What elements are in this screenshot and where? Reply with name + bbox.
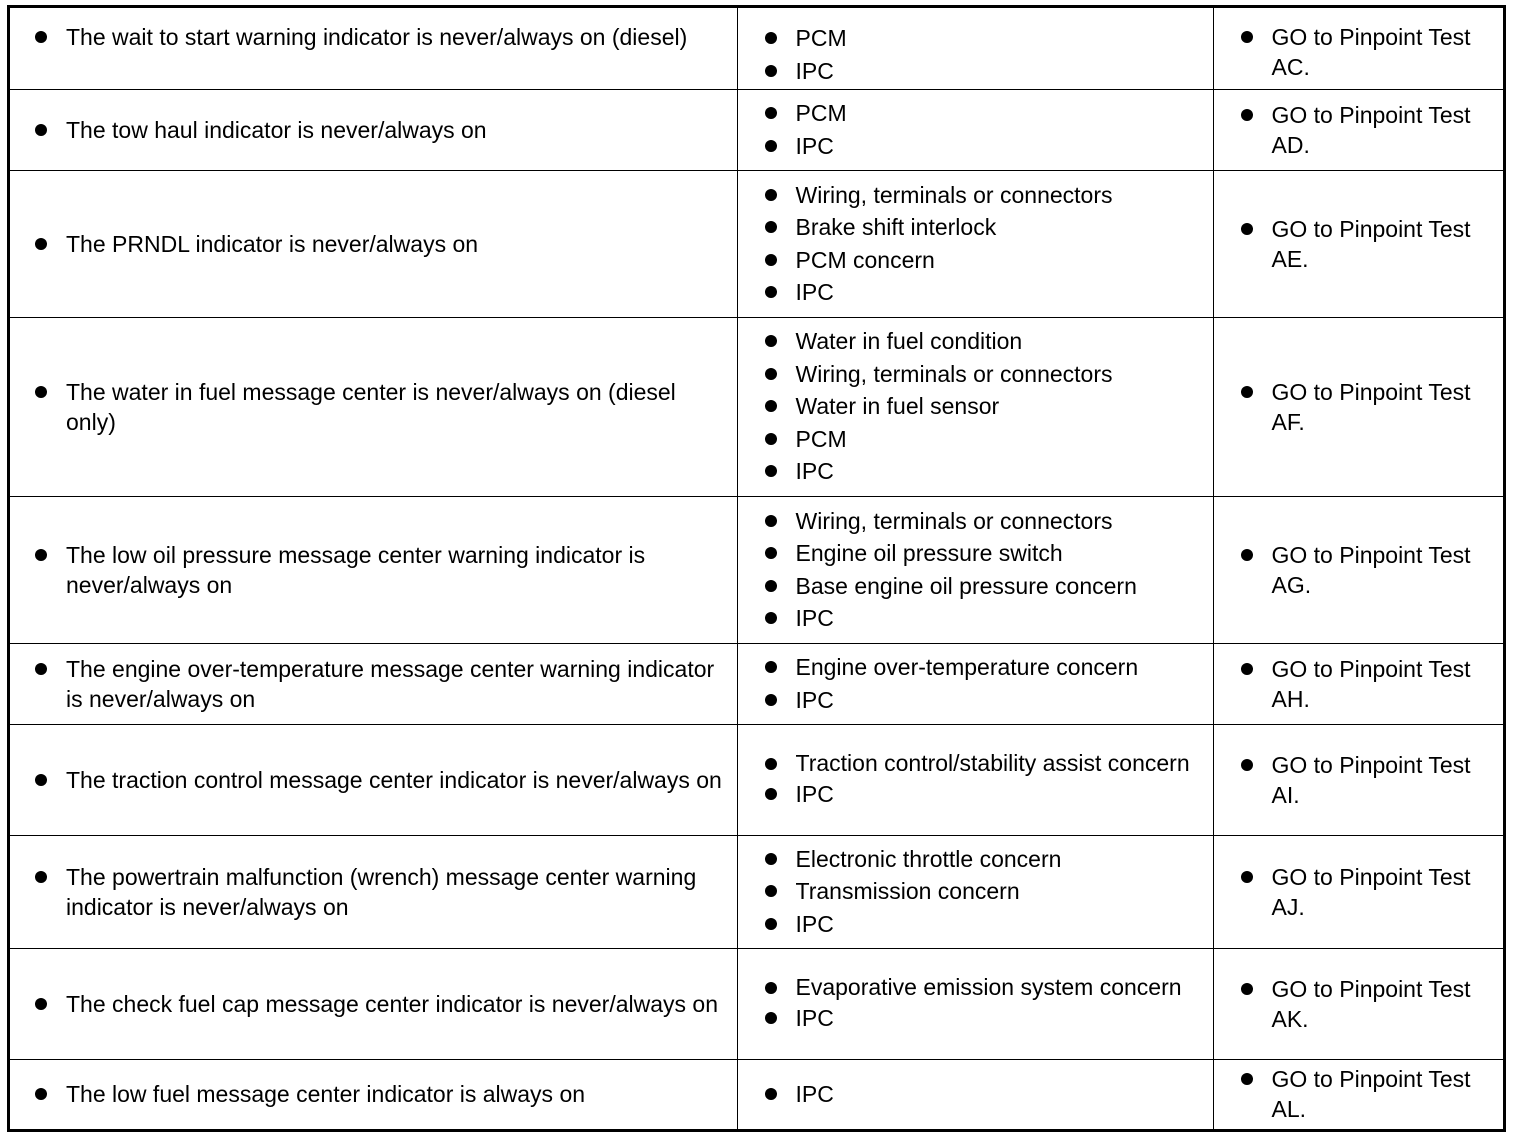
- condition-text: The tow haul indicator is never/always on: [66, 116, 487, 143]
- bullet-icon: [35, 386, 47, 398]
- possible-sources-cell: [737, 317, 1213, 496]
- bullet-icon: [765, 189, 777, 201]
- action-cell: [1213, 835, 1503, 948]
- table-row: [10, 496, 1503, 643]
- source-item: PCM: [795, 425, 847, 452]
- condition-cell: [10, 1059, 737, 1129]
- bullet-icon: [765, 433, 777, 445]
- symptom-table: [10, 8, 1503, 1129]
- bullet-icon: [35, 871, 47, 883]
- symptom-chart: [7, 5, 1506, 1132]
- action-cell: [1213, 170, 1503, 317]
- possible-sources-cell: [737, 1059, 1213, 1129]
- bullet-icon: [765, 368, 777, 380]
- condition-text: The powertrain malfunction (wrench) message center warning indicator is never/always on: [66, 863, 697, 920]
- action-link[interactable]: GO to Pinpoint Test AK.: [1271, 975, 1471, 1032]
- source-item: IPC: [795, 458, 834, 485]
- bullet-icon: [765, 254, 777, 266]
- action-link[interactable]: GO to Pinpoint Test AE.: [1271, 215, 1471, 272]
- source-item: Electronic throttle concern: [795, 845, 1062, 872]
- action-link[interactable]: GO to Pinpoint Test AG.: [1271, 541, 1471, 598]
- bullet-icon: [1241, 663, 1253, 675]
- action-cell: [1213, 948, 1503, 1059]
- bullet-icon: [765, 885, 777, 897]
- condition-text: The check fuel cap message center indicator is never/always on: [66, 990, 718, 1017]
- source-item: IPC: [795, 57, 834, 84]
- possible-sources-cell: [737, 8, 1213, 89]
- bullet-icon: [765, 612, 777, 624]
- bullet-icon: [35, 31, 47, 43]
- source-item: Wiring, terminals or connectors: [795, 360, 1113, 387]
- table-row: [10, 89, 1503, 170]
- condition-text: The water in fuel message center is never/always on (diesel only): [66, 378, 676, 435]
- source-item: PCM concern: [795, 246, 935, 273]
- possible-sources-cell: [737, 496, 1213, 643]
- bullet-icon: [1241, 1073, 1253, 1085]
- condition-cell: [10, 170, 737, 317]
- condition-cell: [10, 496, 737, 643]
- bullet-icon: [765, 694, 777, 706]
- condition-cell: [10, 89, 737, 170]
- bullet-icon: [765, 661, 777, 673]
- source-item: Water in fuel sensor: [795, 393, 1000, 420]
- source-item: Wiring, terminals or connectors: [795, 181, 1113, 208]
- action-cell: [1213, 8, 1503, 89]
- bullet-icon: [765, 286, 777, 298]
- action-link[interactable]: GO to Pinpoint Test AD.: [1271, 101, 1471, 158]
- source-item: IPC: [795, 1081, 834, 1107]
- source-item: IPC: [795, 1005, 834, 1032]
- possible-sources-cell: [737, 835, 1213, 948]
- source-item: IPC: [795, 132, 834, 159]
- condition-text: The low fuel message center indicator is always on: [66, 1081, 586, 1108]
- action-cell: [1213, 89, 1503, 170]
- action-cell: [1213, 496, 1503, 643]
- bullet-icon: [765, 107, 777, 119]
- table-row: [10, 948, 1503, 1059]
- bullet-icon: [35, 998, 47, 1010]
- possible-sources-cell: [737, 948, 1213, 1059]
- source-item: Engine over-temperature concern: [795, 654, 1139, 680]
- table-row: [10, 317, 1503, 496]
- table-row: [10, 170, 1503, 317]
- condition-text: The engine over-temperature message center warning indicator is never/always on: [66, 655, 715, 712]
- bullet-icon: [765, 32, 777, 44]
- action-cell: [1213, 1059, 1503, 1129]
- source-item: Wiring, terminals or connectors: [795, 507, 1113, 534]
- bullet-icon: [35, 549, 47, 561]
- action-link[interactable]: GO to Pinpoint Test AI.: [1271, 751, 1471, 808]
- possible-sources-cell: [737, 724, 1213, 835]
- bullet-icon: [35, 663, 47, 675]
- source-item: IPC: [795, 686, 834, 713]
- bullet-icon: [765, 788, 777, 800]
- source-item: Transmission concern: [795, 878, 1020, 905]
- possible-sources-cell: [737, 170, 1213, 317]
- condition-text: The traction control message center indicator is never/always on: [66, 766, 722, 793]
- table-row: [10, 1059, 1503, 1129]
- source-item: IPC: [795, 910, 834, 937]
- source-item: PCM: [795, 100, 847, 126]
- bullet-icon: [1241, 223, 1253, 235]
- condition-cell: [10, 317, 737, 496]
- action-link[interactable]: GO to Pinpoint Test AH.: [1271, 655, 1471, 712]
- action-link[interactable]: GO to Pinpoint Test AL.: [1271, 1066, 1471, 1123]
- condition-cell: [10, 724, 737, 835]
- bullet-icon: [35, 1088, 47, 1100]
- bullet-icon: [1241, 386, 1253, 398]
- bullet-icon: [35, 238, 47, 250]
- condition-cell: [10, 643, 737, 724]
- condition-cell: [10, 835, 737, 948]
- bullet-icon: [765, 465, 777, 477]
- bullet-icon: [765, 758, 777, 770]
- condition-cell: [10, 948, 737, 1059]
- bullet-icon: [765, 400, 777, 412]
- bullet-icon: [35, 774, 47, 786]
- bullet-icon: [765, 221, 777, 233]
- bullet-icon: [765, 1012, 777, 1024]
- source-item: Base engine oil pressure concern: [795, 572, 1137, 599]
- source-item: Brake shift interlock: [795, 214, 997, 240]
- source-item: Engine oil pressure switch: [795, 540, 1063, 566]
- action-link[interactable]: GO to Pinpoint Test AC.: [1271, 24, 1471, 80]
- bullet-icon: [765, 918, 777, 930]
- bullet-icon: [765, 65, 777, 77]
- source-item: IPC: [795, 605, 834, 631]
- bullet-icon: [765, 580, 777, 592]
- source-item: Water in fuel condition: [795, 328, 1023, 355]
- bullet-icon: [765, 853, 777, 865]
- bullet-icon: [765, 1088, 777, 1100]
- table-row: [10, 724, 1503, 835]
- bullet-icon: [765, 547, 777, 559]
- bullet-icon: [1241, 759, 1253, 771]
- bullet-icon: [765, 515, 777, 527]
- source-item: IPC: [795, 279, 834, 305]
- source-item: Traction control/stability assist concern: [795, 750, 1190, 777]
- bullet-icon: [765, 982, 777, 994]
- action-link[interactable]: GO to Pinpoint Test AF.: [1271, 378, 1471, 435]
- action-link[interactable]: GO to Pinpoint Test AJ.: [1271, 863, 1471, 920]
- bullet-icon: [1241, 31, 1253, 43]
- action-cell: [1213, 643, 1503, 724]
- action-cell: [1213, 317, 1503, 496]
- action-cell: [1213, 724, 1503, 835]
- table-row: [10, 8, 1503, 89]
- condition-text: The PRNDL indicator is never/always on: [66, 230, 479, 257]
- bullet-icon: [1241, 983, 1253, 995]
- bullet-icon: [1241, 549, 1253, 561]
- condition-text: The low oil pressure message center warning indicator is never/always on: [66, 541, 646, 598]
- source-item: IPC: [795, 781, 834, 808]
- bullet-icon: [35, 124, 47, 136]
- table-row: [10, 643, 1503, 724]
- bullet-icon: [765, 140, 777, 152]
- table-row: [10, 835, 1503, 948]
- bullet-icon: [1241, 871, 1253, 883]
- condition-cell: [10, 8, 737, 89]
- source-item: Evaporative emission system concern: [795, 974, 1182, 1001]
- source-item: PCM: [795, 25, 847, 51]
- condition-text: The wait to start warning indicator is never/always on (diesel): [66, 24, 688, 50]
- bullet-icon: [1241, 109, 1253, 121]
- possible-sources-cell: [737, 643, 1213, 724]
- bullet-icon: [765, 335, 777, 347]
- possible-sources-cell: [737, 89, 1213, 170]
